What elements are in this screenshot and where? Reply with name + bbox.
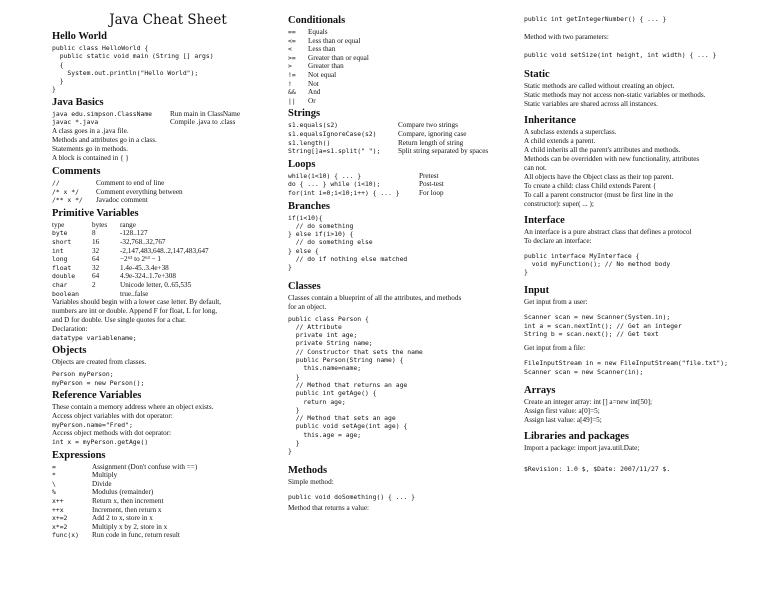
declaration-code: datatype variablename;: [52, 334, 137, 343]
input-line: Get input from a file:: [524, 344, 586, 353]
conditional-row: == Equals: [288, 28, 328, 36]
string-row: s1.equals(s2) Compare two strings: [288, 121, 458, 130]
primitives-header: type bytes range: [52, 220, 136, 229]
basics-line: Statements go in methods.: [52, 144, 128, 153]
page-title: Java Cheat Sheet: [109, 12, 227, 28]
conditional-row: != Not equal: [288, 70, 337, 79]
methods-code: public int getIntegerNumber() { ... }: [524, 15, 667, 23]
revision-text: $Revision: 1.0 $, $Date: 2007/11/27 $.: [524, 464, 671, 473]
primitives-note: numbers are int or double. Append F for float, L for long,: [52, 307, 218, 316]
comment-row: // Comment to end of line: [52, 178, 165, 187]
static-line: Static methods are called without creating an object.: [524, 81, 675, 90]
libraries-heading: Libraries and packages: [524, 430, 630, 442]
arrays-line: Assign first value: a[0]=5;: [524, 406, 600, 415]
hello-code: public class HelloWorld { public static void main (String [] args) { System.out.println("Hello World"); } }: [52, 44, 214, 94]
primitive-row: boolean true..false: [52, 289, 149, 298]
inheritance-line: can not.: [524, 163, 547, 172]
inheritance-line: constructor): super( ... );: [524, 199, 594, 208]
inheritance-line: A child extends a parent.: [524, 136, 596, 145]
conditional-row: > Greater than: [288, 62, 344, 71]
objects-code: Person myPerson; myPerson = new Person();: [52, 370, 145, 387]
methods-code: public void doSomething() { ... }: [288, 492, 415, 501]
inheritance-line: Methods can be overridden with new functionality, attributes: [524, 154, 700, 163]
conditional-row: >= Greater than or equal: [288, 53, 369, 62]
inheritance-line: To call a parent constructor (must be first line in the: [524, 190, 674, 199]
basics-line: A block is contained in { }: [52, 153, 129, 162]
primitive-row: double 64 4.9e-324..1.7e+308: [52, 272, 176, 281]
methods-line: Method that returns a value:: [288, 503, 370, 512]
column-2: [288, 12, 520, 513]
methods-line: Simple method:: [288, 477, 334, 486]
arrays-line: Create an integer array: int [] a=new int[50];: [524, 397, 652, 406]
interface-line: An interface is a pure abstract class that defines a protocol: [524, 227, 692, 236]
input-code: Scanner scan = new Scanner(System.in); int a = scan.nextInt(); // Get an integer String b = scan.next(); // Get text: [524, 313, 682, 339]
comment-row: /* x */ Comment everything between: [52, 187, 183, 196]
comments-heading: Comments: [52, 165, 101, 177]
expression-row: x*=2 Multiply x by 2, store in x: [52, 522, 168, 531]
refvars-code: int x = myPerson.getAge(): [52, 438, 149, 447]
strings-heading: Strings: [288, 108, 321, 120]
objects-line: Objects are created from classes.: [52, 358, 147, 367]
refvars-line: These contain a memory address where an object exists.: [52, 402, 214, 411]
primitive-row: char 2 Unicode letter, 0..65,535: [52, 280, 192, 289]
conditional-row: ! Not: [288, 79, 319, 88]
interface-code: public interface MyInterface { void myFunction(); // No method body }: [524, 251, 671, 277]
primitives-heading: Primitive Variables: [52, 207, 139, 219]
arrays-heading: Arrays: [524, 384, 556, 396]
methods-code: public void setSize(int height, int width) { ... }: [524, 51, 717, 60]
basics-row: javac *.java Compile .java to .class: [52, 118, 236, 127]
objects-heading: Objects: [52, 345, 87, 357]
primitives-note: and D for double. Use single quotes for a char.: [52, 316, 186, 325]
basics-row: java edu.simpson.ClassName Run main in ClassName: [52, 109, 241, 118]
interface-line: To declare an interface:: [524, 236, 592, 245]
column-3: [524, 12, 756, 473]
expression-row: \ Divide: [52, 479, 112, 488]
arrays-line: Assign last value: a[49]=5;: [524, 415, 602, 424]
expression-row: x++ Return x, then increment: [52, 496, 164, 505]
branches-code: if(i<10){ // do something } else if(i>10) { // do something else } else { // do if nothing else matched }: [288, 213, 408, 272]
conditional-row: <= Less than or equal: [288, 36, 361, 45]
primitive-row: byte 8 -128..127: [52, 229, 148, 238]
refvars-code: myPerson.name="Fred";: [52, 420, 133, 429]
basics-line: A class goes in a .java file.: [52, 126, 129, 135]
basics-heading: Java Basics: [52, 96, 104, 108]
primitive-row: long 64 −2⁶³ to 2⁶³ − 1: [52, 255, 161, 264]
input-heading: Input: [524, 285, 550, 297]
input-line: Get input from a user:: [524, 298, 588, 307]
string-row: s1.length() Return length of string: [288, 138, 464, 147]
interface-heading: Interface: [524, 214, 565, 226]
input-code: FileInputStream in = new FileInputStream("file.txt"); Scanner scan = new Scanner(in);: [524, 359, 728, 376]
primitives-note: Declaration:: [52, 325, 88, 334]
inheritance-line: A child inherits all the parent's attributes and methods.: [524, 145, 681, 154]
expression-row: * Multiply: [52, 471, 118, 480]
conditional-row: && And: [288, 88, 321, 97]
string-row: s1.equalsIgnoreCase(s2) Compare, ignoring case: [288, 129, 467, 138]
methods-line: Method with two parameters:: [524, 33, 609, 42]
expressions-heading: Expressions: [52, 449, 106, 461]
conditional-row: < Less than: [288, 45, 336, 54]
loop-row: while(i<10) { ... } Pretest: [288, 171, 439, 180]
inheritance-heading: Inheritance: [524, 114, 576, 126]
expression-row: x+=2 Add 2 to x, store in x: [52, 514, 153, 523]
comment-row: /** x */ Javadoc comment: [52, 196, 148, 205]
primitive-row: float 32 1.4e-45..3.4e+38: [52, 263, 169, 272]
string-row: String[]a=s1.split(" "); Split string separated by spaces: [288, 147, 489, 156]
primitives-note: Variables should begin with a lower case letter. By default,: [52, 298, 222, 307]
hello-heading: Hello World: [52, 31, 107, 42]
basics-line: Methods and attributes go in a class.: [52, 135, 157, 144]
methods-heading: Methods: [288, 464, 328, 476]
static-line: Static methods may not access non-static variables or methods.: [524, 90, 706, 99]
inheritance-line: All objects have the Object class as their top parent.: [524, 172, 674, 181]
static-heading: Static: [524, 68, 550, 80]
refvars-line: Access object methods with dot oeprator:: [52, 429, 172, 438]
expression-row: % Modulus (remainder): [52, 488, 154, 497]
conditionals-heading: Conditionals: [288, 15, 346, 26]
expression-row: ++x Increment, then return x: [52, 505, 162, 514]
static-line: Static variables are shared across all instances.: [524, 99, 658, 108]
refvars-line: Access object variables with dot operator:: [52, 411, 173, 420]
expression-row: = Assignment (Don't confuse with ==): [52, 462, 198, 471]
refvars-heading: Reference Variables: [52, 389, 142, 401]
classes-heading: Classes: [288, 280, 321, 292]
expression-row: func(x) Run code in func, return result: [52, 531, 180, 540]
conditional-row: || Or: [288, 96, 316, 105]
loop-row: for(int i=0;i<10;i++) { ... } For loop: [288, 188, 444, 197]
classes-line: Classes contain a blueprint of all the attributes, and methods: [288, 293, 462, 302]
loops-heading: Loops: [288, 158, 316, 170]
loop-row: do { ... } while (i<10); Post-test: [288, 180, 444, 189]
primitive-row: short 16 -32,768..32,767: [52, 237, 166, 246]
branches-heading: Branches: [288, 200, 330, 212]
libraries-line: Import a package: import java.util.Date;: [524, 443, 640, 452]
inheritance-line: To create a child: class Child extends Parent {: [524, 181, 657, 190]
primitive-row: int 32 -2,147,483,648..2,147,483,647: [52, 246, 209, 255]
column-1: [52, 12, 284, 540]
classes-line: for an object.: [288, 302, 327, 311]
classes-code: public class Person { // Attribute private int age; private String name; // Constructor that sets the name public Person(String name) { this.name=name; } // Method that returns an age public int getAge() { return age; } // Method that sets an age public void setAge(int age) { this.age = age; } }: [288, 314, 423, 456]
inheritance-line: A subclass extends a superclass.: [524, 127, 617, 136]
